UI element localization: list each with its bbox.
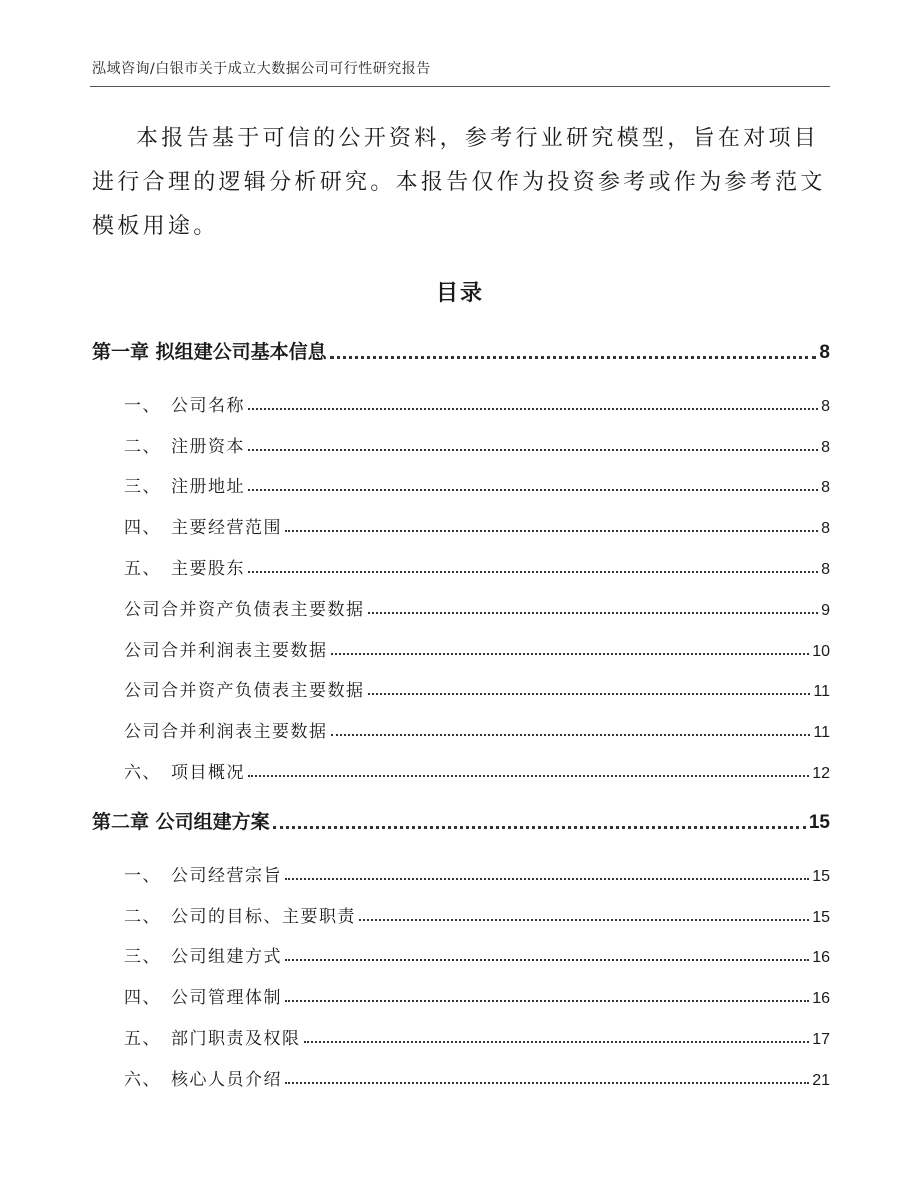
toc-leader-dots xyxy=(248,489,818,491)
toc-page-number: 8 xyxy=(821,561,830,578)
toc-entry-label: 公司的目标、主要职责 xyxy=(171,907,356,927)
toc-entry[interactable] xyxy=(124,594,830,620)
toc-entry-number: 五、 xyxy=(124,559,161,579)
toc-entry[interactable] xyxy=(124,553,830,579)
toc-entry[interactable] xyxy=(124,982,830,1008)
toc-page-number: 11 xyxy=(813,724,830,741)
toc-title: 目录 xyxy=(435,281,484,306)
toc-entry[interactable] xyxy=(124,675,830,701)
toc-page-number: 15 xyxy=(812,909,830,926)
toc-entry-label: 第一章 拟组建公司基本信息 xyxy=(92,341,327,363)
toc-entry-label: 公司合并利润表主要数据 xyxy=(124,641,328,661)
toc-entry[interactable] xyxy=(124,901,830,927)
toc-entry[interactable] xyxy=(124,512,830,538)
toc-leader-dots xyxy=(285,1000,809,1002)
toc-entry-label: 项目概况 xyxy=(171,763,245,783)
running-header: 泓域咨询/白银市关于成立大数据公司可行性研究报告 xyxy=(92,61,431,77)
toc-page-number: 12 xyxy=(812,765,830,782)
toc-leader-dots xyxy=(248,775,809,777)
toc-entry[interactable] xyxy=(124,471,830,497)
toc-entry-label: 公司管理体制 xyxy=(171,988,282,1008)
toc-entry-label: 主要股东 xyxy=(171,559,245,579)
toc-entry-label: 部门职责及权限 xyxy=(171,1029,301,1049)
toc-entry-number: 二、 xyxy=(124,437,161,457)
toc-entry[interactable] xyxy=(124,860,830,886)
toc-page-number: 16 xyxy=(812,990,830,1007)
toc-entry-label: 第二章 公司组建方案 xyxy=(92,811,270,833)
toc-leader-dots xyxy=(285,878,809,880)
toc-page-number: 10 xyxy=(812,643,830,660)
toc-entry[interactable] xyxy=(124,635,830,661)
toc-page-number: 8 xyxy=(819,342,830,363)
toc-page-number: 8 xyxy=(821,479,830,496)
toc-page-number: 11 xyxy=(813,683,830,700)
toc-page-number: 8 xyxy=(821,398,830,415)
toc-entry[interactable] xyxy=(124,1064,830,1090)
toc-leader-dots xyxy=(331,734,811,736)
toc-leader-dots xyxy=(331,653,810,655)
toc-entry[interactable] xyxy=(124,390,830,416)
toc-entry[interactable] xyxy=(124,757,830,783)
toc-entry[interactable] xyxy=(124,431,830,457)
toc-page-number: 15 xyxy=(812,868,830,885)
toc-leader-dots xyxy=(304,1041,810,1043)
toc-leader-dots xyxy=(248,571,818,573)
toc-page-number: 15 xyxy=(808,812,830,833)
toc-leader-dots xyxy=(359,919,809,921)
toc-entry-label: 公司名称 xyxy=(171,396,245,416)
toc-leader-dots xyxy=(368,693,811,695)
header-divider xyxy=(90,86,830,87)
toc-entry-number: 二、 xyxy=(124,907,161,927)
toc-entry-label: 公司合并利润表主要数据 xyxy=(124,722,328,742)
toc-leader-dots xyxy=(330,356,817,359)
toc-page-number: 21 xyxy=(812,1072,830,1089)
toc-entry-chapter-1[interactable] xyxy=(92,338,830,364)
toc-entry-label: 公司经营宗旨 xyxy=(171,866,282,886)
toc-leader-dots xyxy=(368,612,819,614)
toc-entry-number: 三、 xyxy=(124,947,161,967)
toc-leader-dots xyxy=(248,449,818,451)
toc-entry-label: 公司合并资产负债表主要数据 xyxy=(124,681,365,701)
toc-leader-dots xyxy=(285,1082,809,1084)
toc-page-number: 8 xyxy=(821,439,830,456)
toc-entry[interactable] xyxy=(124,941,830,967)
toc-page-number: 8 xyxy=(821,520,830,537)
toc-page-number: 9 xyxy=(821,602,830,619)
toc-entry-label: 注册资本 xyxy=(171,437,245,457)
toc-page-number: 16 xyxy=(812,949,830,966)
toc-entry-number: 一、 xyxy=(124,396,161,416)
toc-entry-label: 公司合并资产负债表主要数据 xyxy=(124,600,365,620)
toc-entry-number: 三、 xyxy=(124,477,161,497)
toc-leader-dots xyxy=(285,959,809,961)
toc-leader-dots xyxy=(273,826,806,829)
toc-page-number: 17 xyxy=(812,1031,830,1048)
toc-entry[interactable] xyxy=(124,716,830,742)
toc-leader-dots xyxy=(248,408,818,410)
toc-entry-number: 四、 xyxy=(124,988,161,1008)
toc-entry[interactable] xyxy=(124,1023,830,1049)
toc-leader-dots xyxy=(285,530,818,532)
intro-paragraph: 本报告基于可信的公开资料，参考行业研究模型，旨在对项目进行合理的逻辑分析研究。本报告仅作为投资参考或作为参考范文模板用途。 xyxy=(92,126,826,239)
toc-entry-number: 一、 xyxy=(124,866,161,886)
toc-entry-label: 核心人员介绍 xyxy=(171,1070,282,1090)
toc-entry-label: 公司组建方式 xyxy=(171,947,282,967)
toc-entry-number: 五、 xyxy=(124,1029,161,1049)
toc-entry-number: 六、 xyxy=(124,1070,161,1090)
toc-entry-chapter-2[interactable] xyxy=(92,808,830,834)
toc-entry-label: 注册地址 xyxy=(171,477,245,497)
toc-entry-number: 四、 xyxy=(124,518,161,538)
toc-entry-number: 六、 xyxy=(124,763,161,783)
toc-entry-label: 主要经营范围 xyxy=(171,518,282,538)
